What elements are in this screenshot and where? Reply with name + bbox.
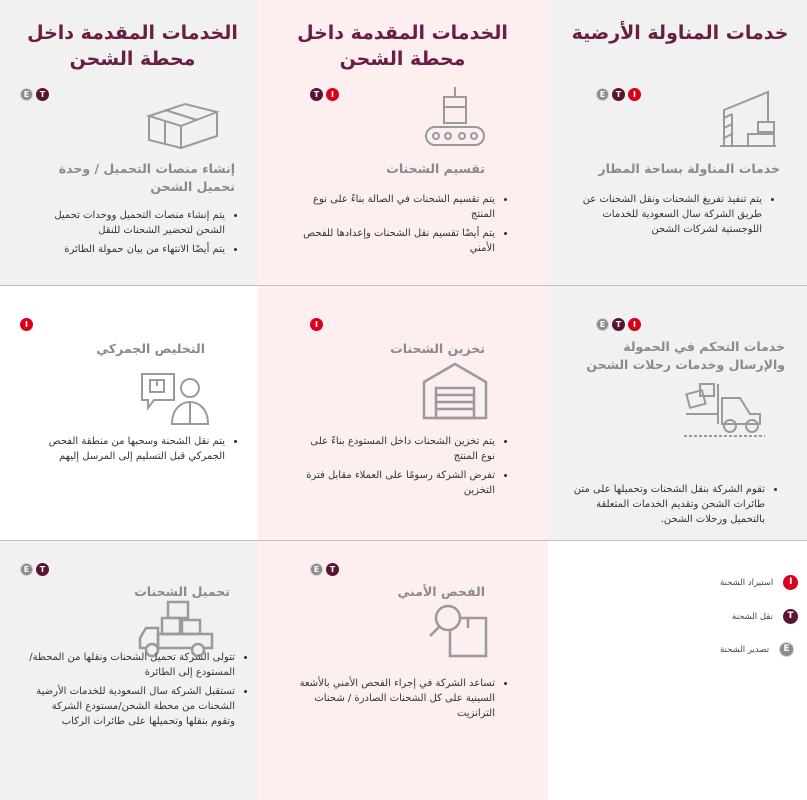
list-item: • يتم تقسيم الشحنات في الصالة بناءً على نوع المنتج — [295, 192, 495, 222]
column-title-2: الخدمات المقدمة داخل محطة الشحن — [297, 22, 508, 70]
transfer-badge: T — [612, 318, 625, 331]
badges-r1c1 — [596, 88, 641, 101]
r3c3-bullets — [25, 650, 249, 733]
r1c2-title: تقسيم الشحنات — [386, 161, 485, 176]
r2c2-title: تخزين الشحنات — [390, 341, 485, 356]
import-badge: I — [20, 318, 33, 331]
column-title-1: خدمات المناولة الأرضية — [571, 22, 789, 44]
r2c3-title: التخليص الجمركي — [96, 341, 205, 356]
transfer-badge: T — [326, 563, 339, 576]
r1c1-bullets — [572, 192, 776, 241]
badges-r2c1 — [596, 318, 641, 331]
warehouse-icon — [420, 360, 490, 420]
security-scan-icon — [428, 598, 490, 660]
column-title-3: الخدمات المقدمة داخل محطة الشحن — [27, 22, 238, 70]
transfer-badge: T — [36, 563, 49, 576]
legend-import — [720, 575, 798, 590]
r1c3-title: إنشاء منصات التحميل / وحدة تحميل الشحن — [58, 161, 235, 194]
r2c2-bullets — [295, 434, 509, 502]
import-badge: I — [326, 88, 339, 101]
list-item: • تقوم الشركة بنقل الشحنات وتحميلها على متن طائرات الشحن وتقديم الخدمات المتعلقة بالتحميل ورحلات الشحن. — [570, 482, 765, 527]
list-item: • يتم إنشاء منصات التحميل ووحدات تحميل الشحن لتحضير الشحنات للنقل — [25, 208, 225, 238]
import-badge: I — [310, 318, 323, 331]
export-badge: E — [20, 563, 33, 576]
badges-r2c3 — [20, 318, 33, 331]
badges-r1c3 — [20, 88, 49, 101]
r3c2-title: الفحص الأمني — [397, 584, 485, 599]
r2c1-title: خدمات التحكم في الحمولة والإرسال وخدمات رحلات الشحن — [586, 339, 785, 372]
transfer-badge: T — [310, 88, 323, 101]
panel-c1-top — [548, 0, 807, 540]
export-badge: E — [596, 318, 609, 331]
legend-transfer — [732, 609, 798, 624]
import-badge: I — [628, 318, 641, 331]
list-item: • يتم تنفيذ تفريغ الشحنات ونقل الشحنات عن طريق الشركة سال السعودية للخدمات اللوجستية لشركات الشحن — [572, 192, 762, 237]
conveyor-sorting-icon — [420, 85, 490, 150]
divider-row2 — [0, 540, 807, 541]
export-badge: E — [779, 642, 794, 657]
list-item: • تستقبل الشركة سال السعودية للخدمات الأرضية الشحنات من محطة الشحن/مستودع الشركة وتقوم بنقلها وتحميلها على طائرات الركاب — [25, 684, 235, 729]
pallet-boxes-icon — [145, 98, 220, 150]
legend-label: تصدير الشحنة — [720, 644, 770, 655]
transfer-badge: T — [783, 609, 798, 624]
import-badge: I — [783, 575, 798, 590]
legend-export — [720, 642, 794, 657]
r1c2-bullets — [295, 192, 509, 260]
transfer-badge: T — [612, 88, 625, 101]
transfer-badge: T — [36, 88, 49, 101]
list-item: • يتم أيضًا تقسيم نقل الشحنات وإعدادها للفحص الأمني — [295, 226, 495, 256]
badges-r3c3 — [20, 563, 49, 576]
r3c2-bullets — [295, 676, 509, 725]
r2c1-bullets — [570, 482, 779, 531]
list-item: • يتم نقل الشحنة وسحبها من منطقة الفحص الجمركي قبل التسليم إلى المرسل إليهم — [25, 434, 225, 464]
badges-r1c2 — [310, 88, 339, 101]
r2c3-bullets — [25, 434, 239, 468]
export-badge: E — [20, 88, 33, 101]
customs-officer-icon — [140, 370, 210, 426]
list-item: • تتولى الشركة تحميل الشحنات ونقلها من المحطة/المستودع إلى الطائرة — [25, 650, 235, 680]
forklift-icon — [682, 378, 767, 440]
r3c3-title: تحميل الشحنات — [134, 584, 230, 599]
export-badge: E — [310, 563, 323, 576]
list-item: • يتم تخزين الشحنات داخل المستودع بناءً على نوع المنتج — [295, 434, 495, 464]
list-item: • يتم أيضًا الانتهاء من بيان حمولة الطائرة — [25, 242, 225, 257]
import-badge: I — [628, 88, 641, 101]
legend-label: استيراد الشحنة — [720, 577, 774, 588]
list-item: • تفرض الشركة رسومًا على العملاء مقابل فترة التخزين — [295, 468, 495, 498]
r1c3-bullets — [25, 208, 239, 261]
list-item: • تساعد الشركة في إجراء الفحص الأمني بالأشعة السينية على كل الشحنات الصادرة / شحنات الترانزيت — [295, 676, 495, 721]
badges-r3c2 — [310, 563, 339, 576]
legend-label: نقل الشحنة — [732, 611, 773, 622]
badges-r2c2 — [310, 318, 323, 331]
crane-icon — [718, 88, 778, 148]
export-badge: E — [596, 88, 609, 101]
r1c1-title: خدمات المناولة بساحة المطار — [598, 161, 780, 176]
divider-row1 — [0, 285, 807, 286]
